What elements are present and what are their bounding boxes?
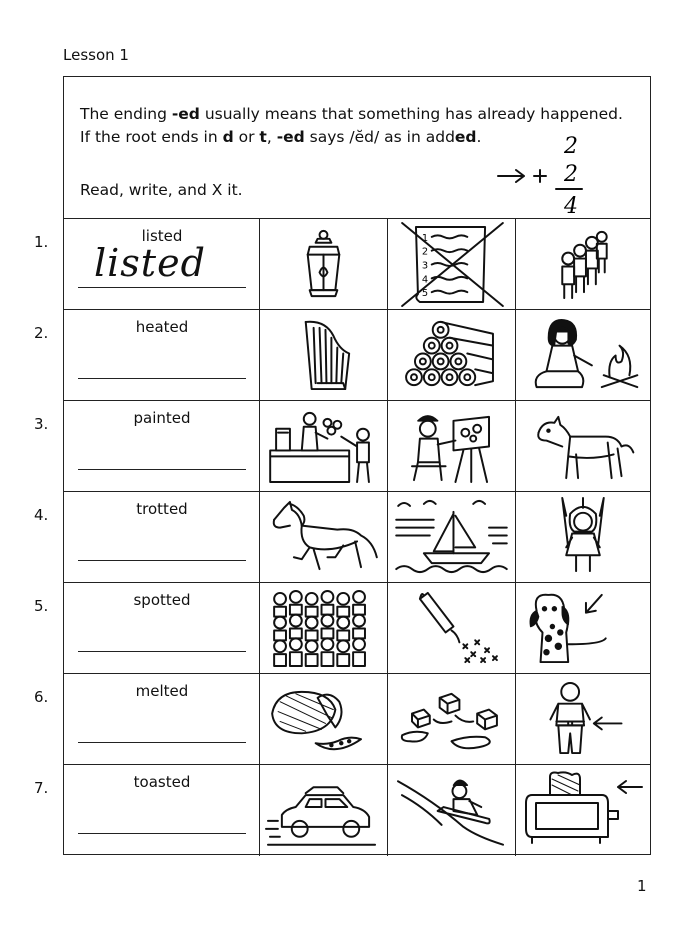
picture-choice-2[interactable] — [388, 401, 516, 491]
exercise-number: 4. — [34, 506, 49, 524]
word-cell — [64, 765, 260, 856]
spotted-dog-picture — [522, 589, 644, 667]
worksheet-frame — [34, 76, 651, 855]
addend-bottom: 2 — [564, 162, 578, 187]
puppet-girl-picture — [522, 498, 644, 576]
melting-ice-cubes-picture — [394, 680, 509, 758]
picture-choice-2[interactable] — [388, 674, 516, 764]
exercise-row-1 — [34, 219, 650, 310]
dog-picture — [522, 407, 644, 485]
instruction-line-2: If the root ends in d or t, -ed says /ĕd/ as in added. — [80, 128, 482, 146]
instruction-line-3: Read, write, and X it. — [80, 181, 243, 199]
boy-with-belt-picture — [522, 680, 644, 758]
exercise-number: 7. — [34, 779, 49, 797]
svg-text:3: 3 — [421, 260, 429, 272]
svg-text:2: 2 — [421, 246, 429, 258]
picture-choice-2[interactable] — [388, 310, 516, 400]
addition-example — [494, 133, 584, 219]
car-picture — [266, 771, 381, 850]
harp-picture — [266, 316, 381, 394]
trotting-horse-picture — [266, 498, 381, 576]
crossed-out-list-picture — [394, 225, 509, 303]
instruction-line-1: The ending -ed usually means that something has already happened. — [80, 105, 623, 123]
painter-at-easel-picture — [394, 407, 509, 485]
picture-choice-3[interactable] — [516, 674, 650, 764]
writing-line[interactable] — [78, 833, 246, 834]
page-number: 1 — [637, 877, 647, 895]
picture-choice-3[interactable] — [516, 219, 650, 309]
sailboat-picture — [394, 498, 509, 576]
word-label: trotted — [136, 500, 188, 518]
exercise-row-4 — [34, 492, 650, 583]
writing-line[interactable] — [78, 378, 246, 379]
word-label: spotted — [133, 591, 191, 609]
picture-choice-3[interactable] — [516, 583, 650, 673]
girl-by-campfire-picture — [522, 316, 644, 394]
writing-line[interactable] — [78, 651, 246, 652]
svg-text:5: 5 — [421, 288, 429, 300]
picture-choice-2[interactable] — [388, 765, 516, 856]
word-cell — [64, 492, 260, 582]
word-cell — [64, 674, 260, 764]
word-label: painted — [133, 409, 191, 427]
picture-choice-1[interactable] — [260, 310, 388, 400]
word-label: listed — [141, 227, 183, 245]
exercise-row-3 — [34, 401, 650, 492]
picture-choice-1[interactable] — [260, 765, 388, 856]
exercise-row-5 — [34, 583, 650, 674]
word-label: heated — [135, 318, 189, 336]
writing-line[interactable] — [78, 287, 246, 288]
picture-choice-2[interactable] — [388, 583, 516, 673]
store-counter-picture — [266, 407, 381, 485]
lantern-picture — [266, 225, 381, 303]
watermelon-picture — [266, 680, 381, 758]
picture-choice-1[interactable] — [260, 583, 388, 673]
word-cell — [64, 219, 260, 309]
exercise-number: 5. — [34, 597, 49, 615]
svg-text:1: 1 — [421, 232, 429, 244]
sledding-picture — [394, 771, 509, 850]
word-label: melted — [135, 682, 189, 700]
sum-result: 4 — [564, 194, 578, 219]
word-cell — [64, 583, 260, 673]
svg-text:4: 4 — [421, 274, 429, 286]
word-cell — [64, 310, 260, 400]
writing-line[interactable] — [78, 469, 246, 470]
picture-choice-1[interactable] — [260, 219, 388, 309]
picture-choice-3[interactable] — [516, 310, 650, 400]
picture-choice-3[interactable] — [516, 401, 650, 491]
stacked-logs-picture — [394, 316, 509, 394]
writing-line[interactable] — [78, 560, 246, 561]
exercise-row-7 — [34, 765, 650, 856]
picture-choice-1[interactable] — [260, 674, 388, 764]
addend-top: 2 — [564, 134, 578, 159]
picture-choice-3[interactable] — [516, 765, 650, 856]
exercise-row-6 — [34, 674, 650, 765]
exercise-row-2 — [34, 310, 650, 401]
picture-choice-2[interactable] — [388, 492, 516, 582]
instructions-box — [64, 77, 650, 219]
exercise-number: 1. — [34, 233, 49, 251]
writing-line[interactable] — [78, 742, 246, 743]
picture-choice-3[interactable] — [516, 492, 650, 582]
lesson-title: Lesson 1 — [63, 46, 129, 64]
exercise-number: 2. — [34, 324, 49, 342]
exercise-number: 3. — [34, 415, 49, 433]
handwritten-answer: listed — [94, 241, 206, 285]
line-of-children-picture — [522, 225, 644, 303]
exercise-number: 6. — [34, 688, 49, 706]
crowd-of-people-picture — [266, 589, 381, 667]
picture-choice-2[interactable] — [388, 219, 516, 309]
firecracker-sparks-picture — [394, 589, 509, 667]
word-label: toasted — [133, 773, 191, 791]
word-cell — [64, 401, 260, 491]
toaster-picture — [522, 771, 644, 850]
picture-choice-1[interactable] — [260, 492, 388, 582]
picture-choice-1[interactable] — [260, 401, 388, 491]
